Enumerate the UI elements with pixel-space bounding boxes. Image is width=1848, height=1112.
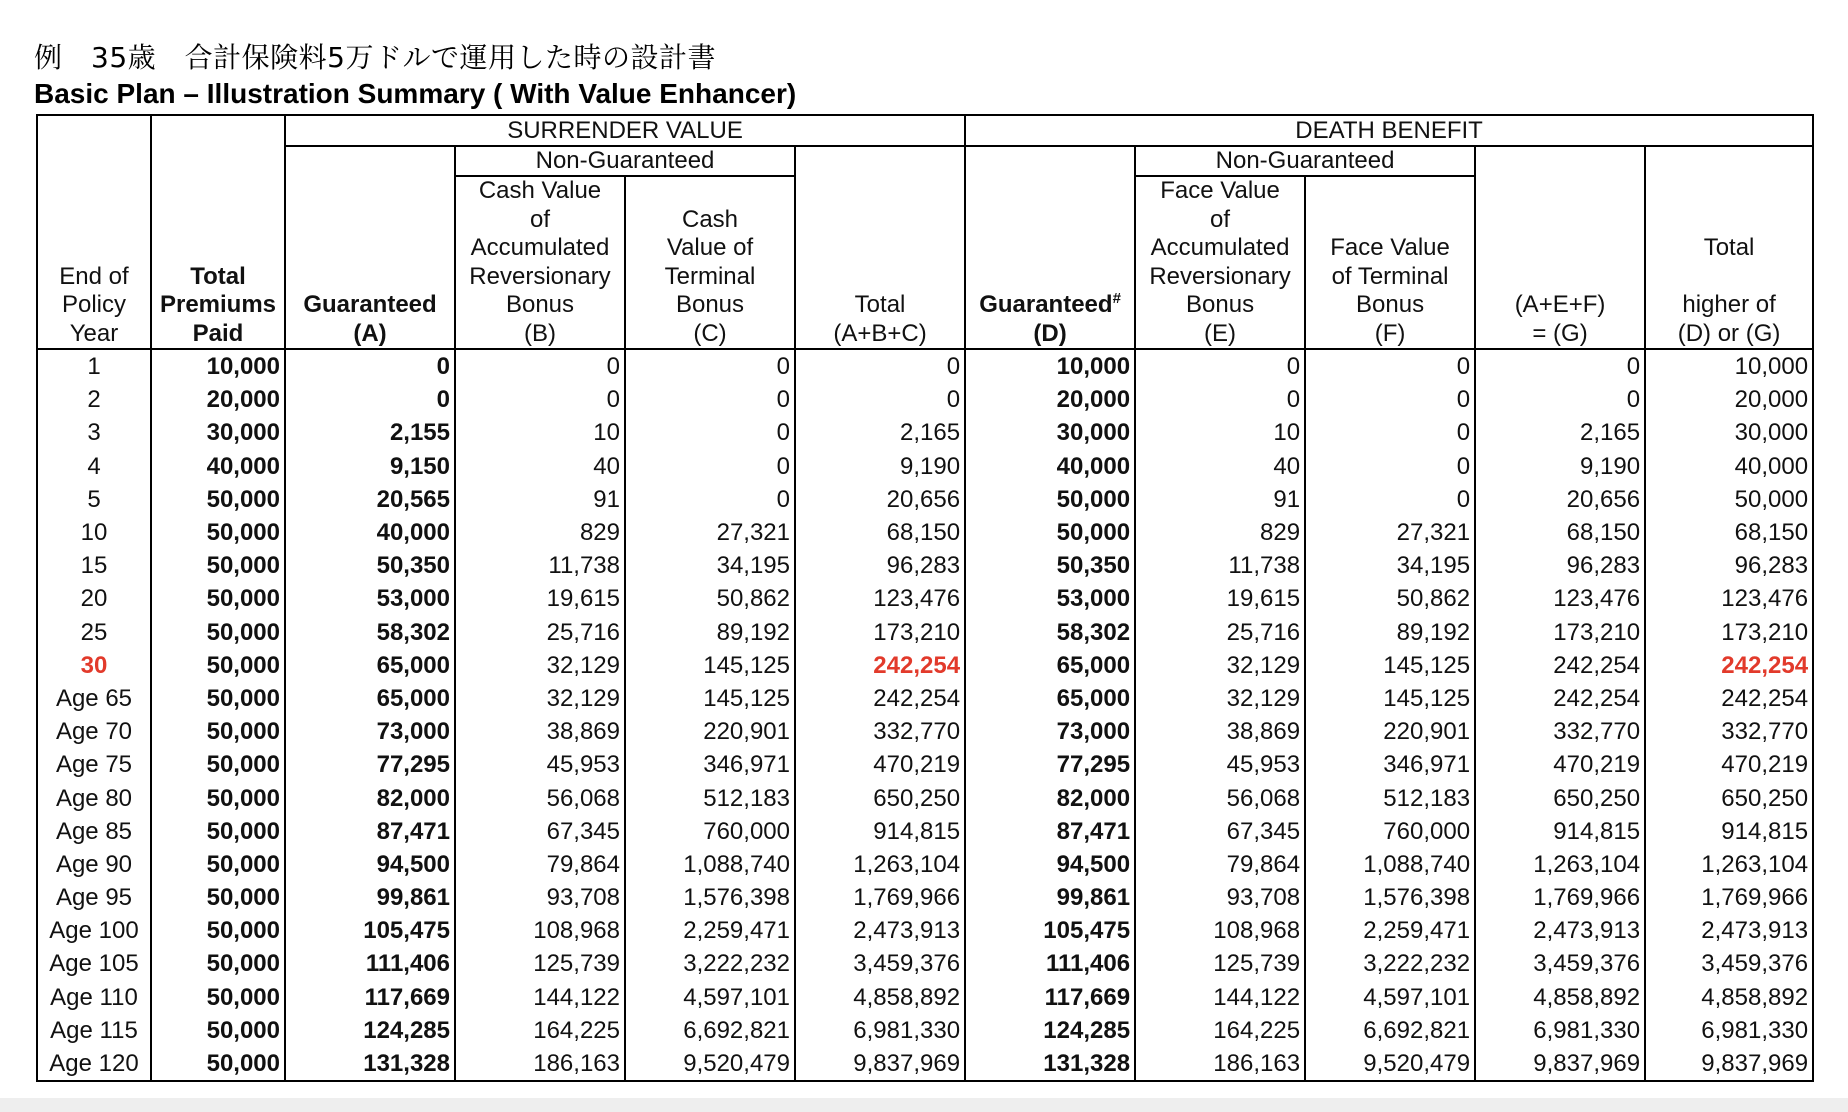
cell-db-guaranteed: 82,000 [965,781,1135,814]
cell-db-a-e-f: 3,459,376 [1475,947,1645,980]
table-row [37,383,1813,416]
cell-db-total: 9,837,969 [1645,1047,1813,1081]
cell-db-a-e-f: 68,150 [1475,516,1645,549]
cell-sv-terminal-bonus: 760,000 [625,815,795,848]
cell-sv-total: 3,459,376 [795,947,965,980]
cell-db-total: 650,250 [1645,781,1813,814]
col-header-sv-terminal-bonus: Cash Value of Terminal Bonus (C) [625,176,795,349]
cell-db-total: 332,770 [1645,715,1813,748]
cell-sv-terminal-bonus: 34,195 [625,549,795,582]
cell-sv-total: 2,473,913 [795,914,965,947]
cell-db-accumulated-bonus: 38,869 [1135,715,1305,748]
cell-sv-guaranteed: 73,000 [285,715,455,748]
cell-sv-guaranteed: 94,500 [285,848,455,881]
cell-db-guaranteed: 58,302 [965,616,1135,649]
cell-db-guaranteed: 99,861 [965,881,1135,914]
cell-db-a-e-f: 1,769,966 [1475,881,1645,914]
group-header-surrender-value: SURRENDER VALUE [285,115,965,146]
cell-db-terminal-bonus: 89,192 [1305,616,1475,649]
cell-sv-guaranteed: 124,285 [285,1014,455,1047]
cell-db-guaranteed: 53,000 [965,582,1135,615]
page-title-japanese: 例 35歳 合計保険料5万ドルで運用した時の設計書 [34,41,716,74]
cell-db-terminal-bonus: 34,195 [1305,549,1475,582]
cell-db-total: 1,769,966 [1645,881,1813,914]
cell-sv-terminal-bonus: 50,862 [625,582,795,615]
cell-policy-year: Age 85 [37,815,151,848]
cell-sv-accumulated-bonus: 56,068 [455,781,625,814]
cell-total-premiums: 50,000 [151,914,285,947]
cell-policy-year: Age 80 [37,781,151,814]
cell-total-premiums: 50,000 [151,649,285,682]
cell-sv-guaranteed: 65,000 [285,649,455,682]
cell-db-accumulated-bonus: 45,953 [1135,748,1305,781]
cell-db-total: 10,000 [1645,349,1813,383]
cell-db-total: 6,981,330 [1645,1014,1813,1047]
cell-sv-total: 470,219 [795,748,965,781]
cell-db-guaranteed: 94,500 [965,848,1135,881]
col-header-sv-total: Total (A+B+C) [795,146,965,349]
cell-policy-year: Age 90 [37,848,151,881]
cell-db-terminal-bonus: 0 [1305,383,1475,416]
cell-db-total: 242,254 [1645,682,1813,715]
cell-policy-year: Age 75 [37,748,151,781]
cell-sv-accumulated-bonus: 125,739 [455,947,625,980]
cell-db-accumulated-bonus: 19,615 [1135,582,1305,615]
table-row [37,582,1813,615]
cell-total-premiums: 50,000 [151,483,285,516]
table-row [37,981,1813,1014]
cell-sv-accumulated-bonus: 0 [455,349,625,383]
cell-sv-total: 242,254 [795,682,965,715]
cell-db-accumulated-bonus: 91 [1135,483,1305,516]
table-row [37,815,1813,848]
cell-db-accumulated-bonus: 125,739 [1135,947,1305,980]
cell-sv-guaranteed: 53,000 [285,582,455,615]
table-row [37,349,1813,383]
cell-sv-guaranteed: 82,000 [285,781,455,814]
cell-sv-terminal-bonus: 512,183 [625,781,795,814]
cell-db-terminal-bonus: 145,125 [1305,649,1475,682]
cell-sv-accumulated-bonus: 32,129 [455,649,625,682]
cell-total-premiums: 50,000 [151,549,285,582]
cell-total-premiums: 20,000 [151,383,285,416]
cell-sv-guaranteed: 58,302 [285,616,455,649]
cell-db-guaranteed: 40,000 [965,450,1135,483]
cell-sv-terminal-bonus: 2,259,471 [625,914,795,947]
cell-db-guaranteed: 30,000 [965,416,1135,449]
cell-db-a-e-f: 242,254 [1475,649,1645,682]
cell-db-a-e-f: 0 [1475,383,1645,416]
cell-sv-accumulated-bonus: 164,225 [455,1014,625,1047]
cell-db-terminal-bonus: 512,183 [1305,781,1475,814]
table-row [37,483,1813,516]
cell-sv-accumulated-bonus: 19,615 [455,582,625,615]
cell-sv-guaranteed: 2,155 [285,416,455,449]
cell-sv-accumulated-bonus: 40 [455,450,625,483]
cell-db-terminal-bonus: 6,692,821 [1305,1014,1475,1047]
cell-sv-total: 6,981,330 [795,1014,965,1047]
cell-sv-terminal-bonus: 346,971 [625,748,795,781]
cell-policy-year: Age 115 [37,1014,151,1047]
cell-sv-guaranteed: 131,328 [285,1047,455,1081]
cell-db-total: 4,858,892 [1645,981,1813,1014]
cell-db-terminal-bonus: 9,520,479 [1305,1047,1475,1081]
cell-policy-year: 20 [37,582,151,615]
cell-db-guaranteed: 20,000 [965,383,1135,416]
cell-total-premiums: 30,000 [151,416,285,449]
cell-db-terminal-bonus: 50,862 [1305,582,1475,615]
cell-sv-accumulated-bonus: 11,738 [455,549,625,582]
cell-total-premiums: 50,000 [151,781,285,814]
cell-policy-year: Age 100 [37,914,151,947]
cell-db-guaranteed: 73,000 [965,715,1135,748]
cell-total-premiums: 50,000 [151,848,285,881]
group-header-death-benefit: DEATH BENEFIT [965,115,1813,146]
cell-db-terminal-bonus: 346,971 [1305,748,1475,781]
cell-sv-total: 20,656 [795,483,965,516]
cell-db-terminal-bonus: 3,222,232 [1305,947,1475,980]
cell-db-a-e-f: 96,283 [1475,549,1645,582]
table-row [37,881,1813,914]
cell-sv-total: 1,263,104 [795,848,965,881]
col-header-db-total: Total higher of (D) or (G) [1645,146,1813,349]
cell-policy-year: 15 [37,549,151,582]
table-row [37,649,1813,682]
cell-db-guaranteed: 65,000 [965,682,1135,715]
cell-db-accumulated-bonus: 32,129 [1135,682,1305,715]
table-row [37,715,1813,748]
cell-sv-accumulated-bonus: 45,953 [455,748,625,781]
cell-policy-year: 30 [37,649,151,682]
cell-db-terminal-bonus: 27,321 [1305,516,1475,549]
cell-db-a-e-f: 9,190 [1475,450,1645,483]
cell-sv-accumulated-bonus: 108,968 [455,914,625,947]
cell-sv-guaranteed: 40,000 [285,516,455,549]
page-title-english: Basic Plan – Illustration Summary ( With Value Enhancer) [34,78,797,109]
cell-db-accumulated-bonus: 10 [1135,416,1305,449]
cell-total-premiums: 50,000 [151,616,285,649]
cell-db-total: 1,263,104 [1645,848,1813,881]
cell-db-a-e-f: 470,219 [1475,748,1645,781]
cell-db-total: 470,219 [1645,748,1813,781]
cell-db-total: 123,476 [1645,582,1813,615]
cell-db-terminal-bonus: 0 [1305,349,1475,383]
cell-sv-terminal-bonus: 4,597,101 [625,981,795,1014]
cell-policy-year: Age 120 [37,1047,151,1081]
table-row [37,748,1813,781]
cell-sv-accumulated-bonus: 25,716 [455,616,625,649]
cell-sv-guaranteed: 20,565 [285,483,455,516]
cell-total-premiums: 50,000 [151,981,285,1014]
cell-db-a-e-f: 173,210 [1475,616,1645,649]
cell-sv-accumulated-bonus: 79,864 [455,848,625,881]
cell-db-terminal-bonus: 0 [1305,416,1475,449]
table-row [37,781,1813,814]
cell-total-premiums: 50,000 [151,881,285,914]
cell-db-guaranteed: 50,000 [965,483,1135,516]
table-row [37,1014,1813,1047]
cell-db-accumulated-bonus: 32,129 [1135,649,1305,682]
cell-sv-total: 96,283 [795,549,965,582]
cell-sv-terminal-bonus: 27,321 [625,516,795,549]
cell-db-total: 50,000 [1645,483,1813,516]
cell-total-premiums: 10,000 [151,349,285,383]
cell-sv-terminal-bonus: 145,125 [625,649,795,682]
cell-sv-terminal-bonus: 0 [625,416,795,449]
table-row [37,516,1813,549]
cell-db-a-e-f: 2,473,913 [1475,914,1645,947]
cell-sv-terminal-bonus: 0 [625,450,795,483]
cell-db-guaranteed: 10,000 [965,349,1135,383]
cell-db-accumulated-bonus: 144,122 [1135,981,1305,1014]
cell-total-premiums: 50,000 [151,582,285,615]
table-row [37,914,1813,947]
cell-db-a-e-f: 20,656 [1475,483,1645,516]
cell-sv-accumulated-bonus: 10 [455,416,625,449]
cell-db-a-e-f: 6,981,330 [1475,1014,1645,1047]
cell-sv-total: 332,770 [795,715,965,748]
col-header-sv-accumulated-bonus: Cash Value of Accumulated Reversionary Bonus (B) [455,176,625,349]
cell-policy-year: Age 110 [37,981,151,1014]
cell-sv-guaranteed: 105,475 [285,914,455,947]
cell-policy-year: Age 65 [37,682,151,715]
table-row [37,947,1813,980]
cell-db-accumulated-bonus: 829 [1135,516,1305,549]
cell-db-terminal-bonus: 1,088,740 [1305,848,1475,881]
col-header-db-guaranteed: Guaranteed# (D) [965,146,1135,349]
cell-policy-year: 25 [37,616,151,649]
cell-policy-year: Age 105 [37,947,151,980]
cell-sv-total: 123,476 [795,582,965,615]
cell-db-total: 40,000 [1645,450,1813,483]
cell-sv-guaranteed: 87,471 [285,815,455,848]
cell-db-accumulated-bonus: 40 [1135,450,1305,483]
cell-db-guaranteed: 117,669 [965,981,1135,1014]
table-row [37,682,1813,715]
cell-sv-terminal-bonus: 0 [625,349,795,383]
cell-db-guaranteed: 65,000 [965,649,1135,682]
col-header-db-terminal-bonus: Face Value of Terminal Bonus (F) [1305,176,1475,349]
cell-db-accumulated-bonus: 67,345 [1135,815,1305,848]
cell-db-terminal-bonus: 1,576,398 [1305,881,1475,914]
col-header-total-premiums-paid: Total Premiums Paid [151,115,285,349]
group-header-sv-non-guaranteed: Non-Guaranteed [455,146,795,176]
cell-sv-terminal-bonus: 1,576,398 [625,881,795,914]
cell-sv-terminal-bonus: 9,520,479 [625,1047,795,1081]
cell-db-a-e-f: 332,770 [1475,715,1645,748]
cell-db-guaranteed: 111,406 [965,947,1135,980]
table-row [37,450,1813,483]
cell-total-premiums: 50,000 [151,748,285,781]
cell-db-guaranteed: 87,471 [965,815,1135,848]
cell-db-a-e-f: 123,476 [1475,582,1645,615]
table-body [37,349,1813,1081]
cell-total-premiums: 40,000 [151,450,285,483]
cell-policy-year: Age 70 [37,715,151,748]
cell-sv-total: 68,150 [795,516,965,549]
cell-db-guaranteed: 131,328 [965,1047,1135,1081]
cell-policy-year: 3 [37,416,151,449]
cell-sv-guaranteed: 65,000 [285,682,455,715]
cell-db-accumulated-bonus: 25,716 [1135,616,1305,649]
cell-db-guaranteed: 124,285 [965,1014,1135,1047]
cell-db-terminal-bonus: 220,901 [1305,715,1475,748]
cell-sv-accumulated-bonus: 91 [455,483,625,516]
cell-db-guaranteed: 50,350 [965,549,1135,582]
cell-sv-terminal-bonus: 6,692,821 [625,1014,795,1047]
cell-sv-guaranteed: 0 [285,383,455,416]
cell-sv-terminal-bonus: 89,192 [625,616,795,649]
col-header-db-accumulated-bonus: Face Value of Accumulated Reversionary Bonus (E) [1135,176,1305,349]
cell-sv-terminal-bonus: 145,125 [625,682,795,715]
cell-db-a-e-f: 0 [1475,349,1645,383]
cell-db-accumulated-bonus: 79,864 [1135,848,1305,881]
cell-sv-total: 0 [795,349,965,383]
group-header-db-non-guaranteed: Non-Guaranteed [1135,146,1475,176]
cell-sv-guaranteed: 111,406 [285,947,455,980]
cell-sv-terminal-bonus: 3,222,232 [625,947,795,980]
cell-db-terminal-bonus: 760,000 [1305,815,1475,848]
cell-db-a-e-f: 1,263,104 [1475,848,1645,881]
cell-total-premiums: 50,000 [151,815,285,848]
cell-total-premiums: 50,000 [151,1014,285,1047]
cell-policy-year: 10 [37,516,151,549]
cell-sv-accumulated-bonus: 0 [455,383,625,416]
cell-sv-total: 9,837,969 [795,1047,965,1081]
cell-sv-guaranteed: 0 [285,349,455,383]
cell-db-a-e-f: 242,254 [1475,682,1645,715]
table-row [37,549,1813,582]
cell-sv-total: 242,254 [795,649,965,682]
cell-sv-accumulated-bonus: 186,163 [455,1047,625,1081]
cell-total-premiums: 50,000 [151,516,285,549]
cell-total-premiums: 50,000 [151,1047,285,1081]
cell-policy-year: 1 [37,349,151,383]
cell-sv-accumulated-bonus: 67,345 [455,815,625,848]
cell-policy-year: 4 [37,450,151,483]
cell-sv-accumulated-bonus: 144,122 [455,981,625,1014]
cell-db-terminal-bonus: 4,597,101 [1305,981,1475,1014]
cell-db-accumulated-bonus: 186,163 [1135,1047,1305,1081]
cell-db-terminal-bonus: 145,125 [1305,682,1475,715]
cell-db-a-e-f: 4,858,892 [1475,981,1645,1014]
cell-db-guaranteed: 105,475 [965,914,1135,947]
cell-db-a-e-f: 2,165 [1475,416,1645,449]
cell-db-accumulated-bonus: 0 [1135,349,1305,383]
col-header-db-a-e-f: (A+E+F) = (G) [1475,146,1645,349]
cell-sv-guaranteed: 77,295 [285,748,455,781]
cell-policy-year: Age 95 [37,881,151,914]
cell-sv-total: 1,769,966 [795,881,965,914]
cell-sv-total: 2,165 [795,416,965,449]
cell-sv-total: 914,815 [795,815,965,848]
cell-total-premiums: 50,000 [151,947,285,980]
cell-sv-terminal-bonus: 0 [625,383,795,416]
cell-sv-accumulated-bonus: 829 [455,516,625,549]
cell-sv-guaranteed: 50,350 [285,549,455,582]
cell-sv-accumulated-bonus: 38,869 [455,715,625,748]
cell-db-a-e-f: 650,250 [1475,781,1645,814]
cell-sv-guaranteed: 99,861 [285,881,455,914]
illustration-table [36,114,1814,1082]
cell-db-guaranteed: 77,295 [965,748,1135,781]
cell-db-terminal-bonus: 0 [1305,450,1475,483]
cell-db-total: 242,254 [1645,649,1813,682]
cell-sv-terminal-bonus: 220,901 [625,715,795,748]
cell-sv-guaranteed: 9,150 [285,450,455,483]
cell-sv-accumulated-bonus: 93,708 [455,881,625,914]
cell-db-accumulated-bonus: 11,738 [1135,549,1305,582]
cell-db-accumulated-bonus: 0 [1135,383,1305,416]
cell-sv-terminal-bonus: 0 [625,483,795,516]
cell-db-total: 20,000 [1645,383,1813,416]
cell-db-accumulated-bonus: 164,225 [1135,1014,1305,1047]
cell-policy-year: 5 [37,483,151,516]
page-bottom-edge [0,1098,1848,1112]
table-row [37,1047,1813,1081]
table-row [37,616,1813,649]
cell-total-premiums: 50,000 [151,715,285,748]
cell-db-terminal-bonus: 2,259,471 [1305,914,1475,947]
cell-db-total: 3,459,376 [1645,947,1813,980]
table-row [37,848,1813,881]
cell-sv-total: 650,250 [795,781,965,814]
cell-sv-guaranteed: 117,669 [285,981,455,1014]
cell-total-premiums: 50,000 [151,682,285,715]
cell-db-total: 68,150 [1645,516,1813,549]
col-header-end-of-policy-year: End of Policy Year [37,115,151,349]
cell-db-accumulated-bonus: 93,708 [1135,881,1305,914]
cell-sv-total: 4,858,892 [795,981,965,1014]
cell-db-total: 173,210 [1645,616,1813,649]
cell-db-total: 2,473,913 [1645,914,1813,947]
cell-sv-total: 0 [795,383,965,416]
table-row [37,416,1813,449]
cell-db-total: 30,000 [1645,416,1813,449]
cell-db-accumulated-bonus: 56,068 [1135,781,1305,814]
cell-db-guaranteed: 50,000 [965,516,1135,549]
cell-db-total: 96,283 [1645,549,1813,582]
cell-sv-accumulated-bonus: 32,129 [455,682,625,715]
col-header-sv-guaranteed: Guaranteed (A) [285,146,455,349]
cell-sv-terminal-bonus: 1,088,740 [625,848,795,881]
cell-db-terminal-bonus: 0 [1305,483,1475,516]
cell-policy-year: 2 [37,383,151,416]
cell-db-a-e-f: 9,837,969 [1475,1047,1645,1081]
cell-db-total: 914,815 [1645,815,1813,848]
cell-db-accumulated-bonus: 108,968 [1135,914,1305,947]
cell-sv-total: 173,210 [795,616,965,649]
cell-db-a-e-f: 914,815 [1475,815,1645,848]
cell-sv-total: 9,190 [795,450,965,483]
